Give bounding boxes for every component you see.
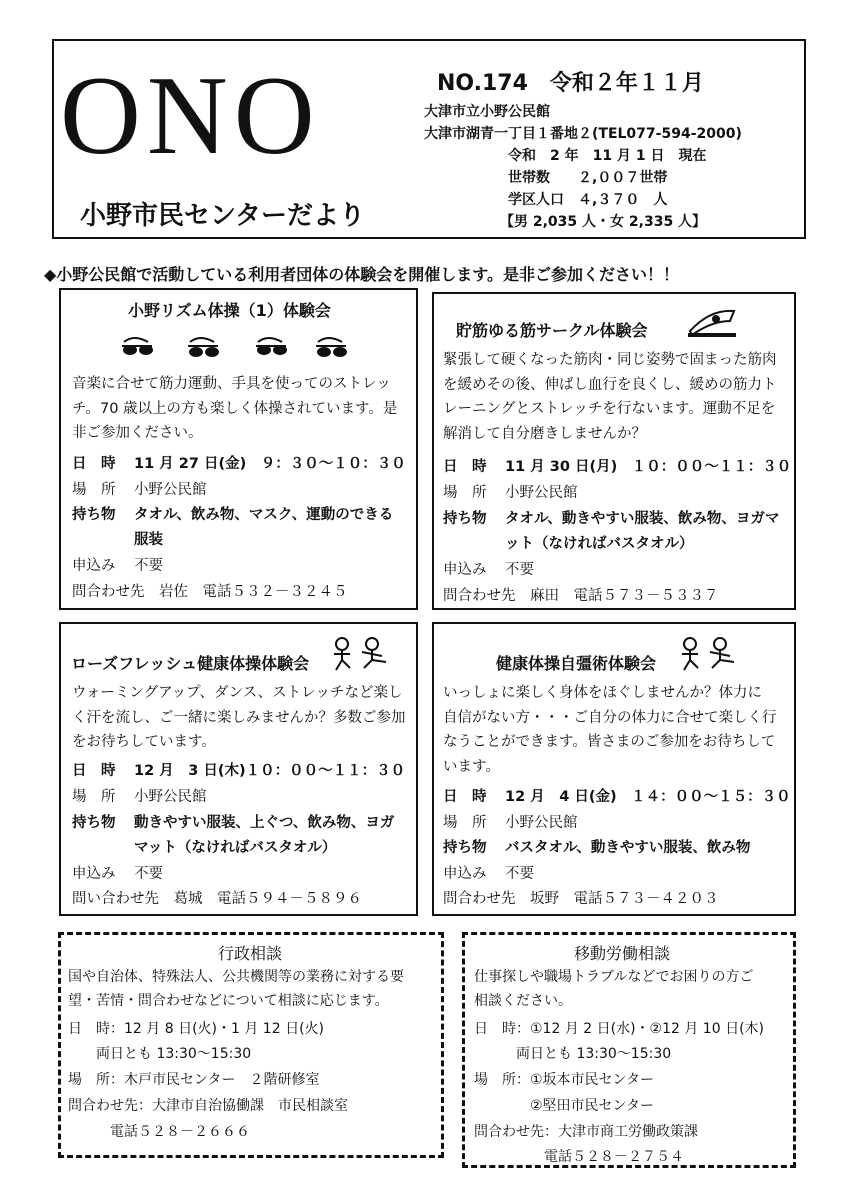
event-apply-row: 申込み 不要 bbox=[72, 558, 163, 574]
event-date-row: 日 時 11 月 30 日(月) １０：００～１１：３０ bbox=[443, 459, 792, 475]
event-description: 緊張して硬くなった筋肉・同じ姿勢で固まった筋肉 を緩めその後、伸ばし血行を良くし、緩めの筋力ト レーニングとストレッチを行ないます。運動不足を 解消して自分磨きしませんか？ bbox=[443, 352, 777, 442]
event-title: 健康体操自彊術体験会 bbox=[496, 654, 657, 673]
consult-contact: 問合わせ先：大津市商工労働政策課 bbox=[474, 1124, 698, 1140]
stats-households: 世帯数 ２,００７世帯 bbox=[508, 170, 668, 186]
sunglasses-icon bbox=[118, 330, 358, 360]
event-place-row: 場 所 小野公民館 bbox=[443, 485, 578, 501]
stats-breakdown: 【男 2,035 人・女 2,335 人】 bbox=[500, 214, 707, 230]
event-description: 音楽に合せて筋力運動、手具を使ってのストレッ チ。70 歳以上の方も楽しく体操されています。是 非ご参加ください。 bbox=[72, 376, 398, 441]
event-date-row: 日 時 11 月 27 日(金) ９：３０～１０：３０ bbox=[72, 456, 406, 472]
consult-description: 仕事探しや職場トラブルなどでお困りの方ご 相談ください。 bbox=[474, 969, 754, 1009]
event-title: 貯筋ゆる筋サークル体験会 bbox=[456, 321, 648, 340]
event-items-row: 持ち物 バスタオル、動きやすい服装、飲み物 bbox=[443, 840, 751, 856]
intro-heading: ◆小野公民館で活動している利用者団体の体験会を開催します。是非ご参加ください！！ bbox=[44, 265, 680, 284]
event-apply-row: 申込み 不要 bbox=[72, 866, 163, 882]
event-description: いっしょに楽しく身体をほぐしませんか？体力に 自信がない方・・・ご自分の体力に合せて楽しく行 なうことができます。皆さまのご参加をお待ちして います。 bbox=[443, 685, 777, 775]
dancers-icon bbox=[676, 636, 740, 672]
org-name: 大津市立小野公民館 bbox=[424, 104, 550, 120]
consult-time: 両日とも 13:30～15:30 bbox=[68, 1046, 252, 1062]
issue-number: NO.174 令和２年１１月 bbox=[437, 71, 704, 96]
stats-population: 学区人口 ４,３７０ 人 bbox=[508, 192, 668, 208]
event-items-row: 持ち物 タオル、飲み物、マスク、運動のできる bbox=[72, 507, 394, 523]
event-items-row-cont: マット（なければバスタオル） bbox=[134, 840, 337, 856]
event-description: ウォーミングアップ、ダンス、ストレッチなど楽し く汗を流し、ご一緒に楽しみませんか？多数ご参加 をお待ちしています。 bbox=[72, 685, 406, 750]
event-apply-row: 申込み 不要 bbox=[443, 866, 534, 882]
consult-description: 国や自治体、特殊法人、公共機関等の業務に対する要 望・苦情・問合わせなどについて相談に応じます。 bbox=[68, 969, 404, 1009]
masthead-subtitle: 小野市民センターだより bbox=[80, 201, 365, 231]
event-place-row: 場 所 小野公民館 bbox=[72, 789, 207, 805]
consult-place: 場 所：木戸市民センター ２階研修室 bbox=[68, 1072, 320, 1088]
consult-phone: 電話５２８－２６６６ bbox=[68, 1124, 250, 1140]
consult-title: 移動労働相談 bbox=[574, 944, 671, 963]
consult-time: 両日とも 13:30～15:30 bbox=[474, 1046, 672, 1062]
event-title: 小野リズム体操（1）体験会 bbox=[128, 301, 331, 320]
event-items-row: 持ち物 タオル、動きやすい服装、飲み物、ヨガマ bbox=[443, 511, 780, 527]
consult-date: 日 時：12 月 8 日(火)・1 月 12 日(火) bbox=[68, 1021, 324, 1037]
consult-date: 日 時：①12 月 2 日(水)・②12 月 10 日(木) bbox=[474, 1021, 765, 1037]
event-contact: 問合わせ先 岩佐 電話５３２－３２４５ bbox=[72, 584, 348, 600]
event-items-row: 持ち物 動きやすい服装、上ぐつ、飲み物、ヨガ bbox=[72, 815, 395, 831]
stats-date: 令和 2 年 11 月 1 日 現在 bbox=[508, 148, 707, 164]
event-items-row-cont: ット（なければバスタオル） bbox=[505, 536, 694, 552]
consult-place: 場 所：①坂本市民センター bbox=[474, 1072, 654, 1088]
event-place-row: 場 所 小野公民館 bbox=[443, 815, 578, 831]
org-address: 大津市湖青一丁目１番地２(TEL077-594-2000) bbox=[424, 126, 742, 142]
event-contact: 問合わせ先 麻田 電話５７３－５３３７ bbox=[443, 588, 719, 604]
event-date-row: 日 時 12 月 3 日(木)１０：００～１１：３０ bbox=[72, 763, 406, 779]
event-apply-row: 申込み 不要 bbox=[443, 562, 534, 578]
event-items-row-cont: 服装 bbox=[134, 532, 163, 548]
consult-place-2: ②堅田市民センター bbox=[474, 1098, 654, 1114]
event-place-row: 場 所 小野公民館 bbox=[72, 482, 207, 498]
masthead-logo: ONO bbox=[60, 54, 321, 178]
event-contact: 問い合わせ先 葛城 電話５９４－５８９６ bbox=[72, 891, 362, 907]
event-date-row: 日 時 12 月 4 日(金) １４：００～１５：３０ bbox=[443, 789, 791, 805]
consult-title: 行政相談 bbox=[218, 944, 283, 963]
event-title: ローズフレッシュ健康体操体験会 bbox=[71, 654, 310, 673]
exercise-figure-icon bbox=[686, 305, 738, 339]
event-contact: 問合わせ先 坂野 電話５７３－４２０３ bbox=[443, 891, 719, 907]
consult-contact: 問合わせ先：大津市自治協働課 市民相談室 bbox=[68, 1098, 348, 1114]
dancers-icon bbox=[328, 636, 392, 672]
consult-phone: 電話５２８－２７５４ bbox=[474, 1149, 684, 1165]
